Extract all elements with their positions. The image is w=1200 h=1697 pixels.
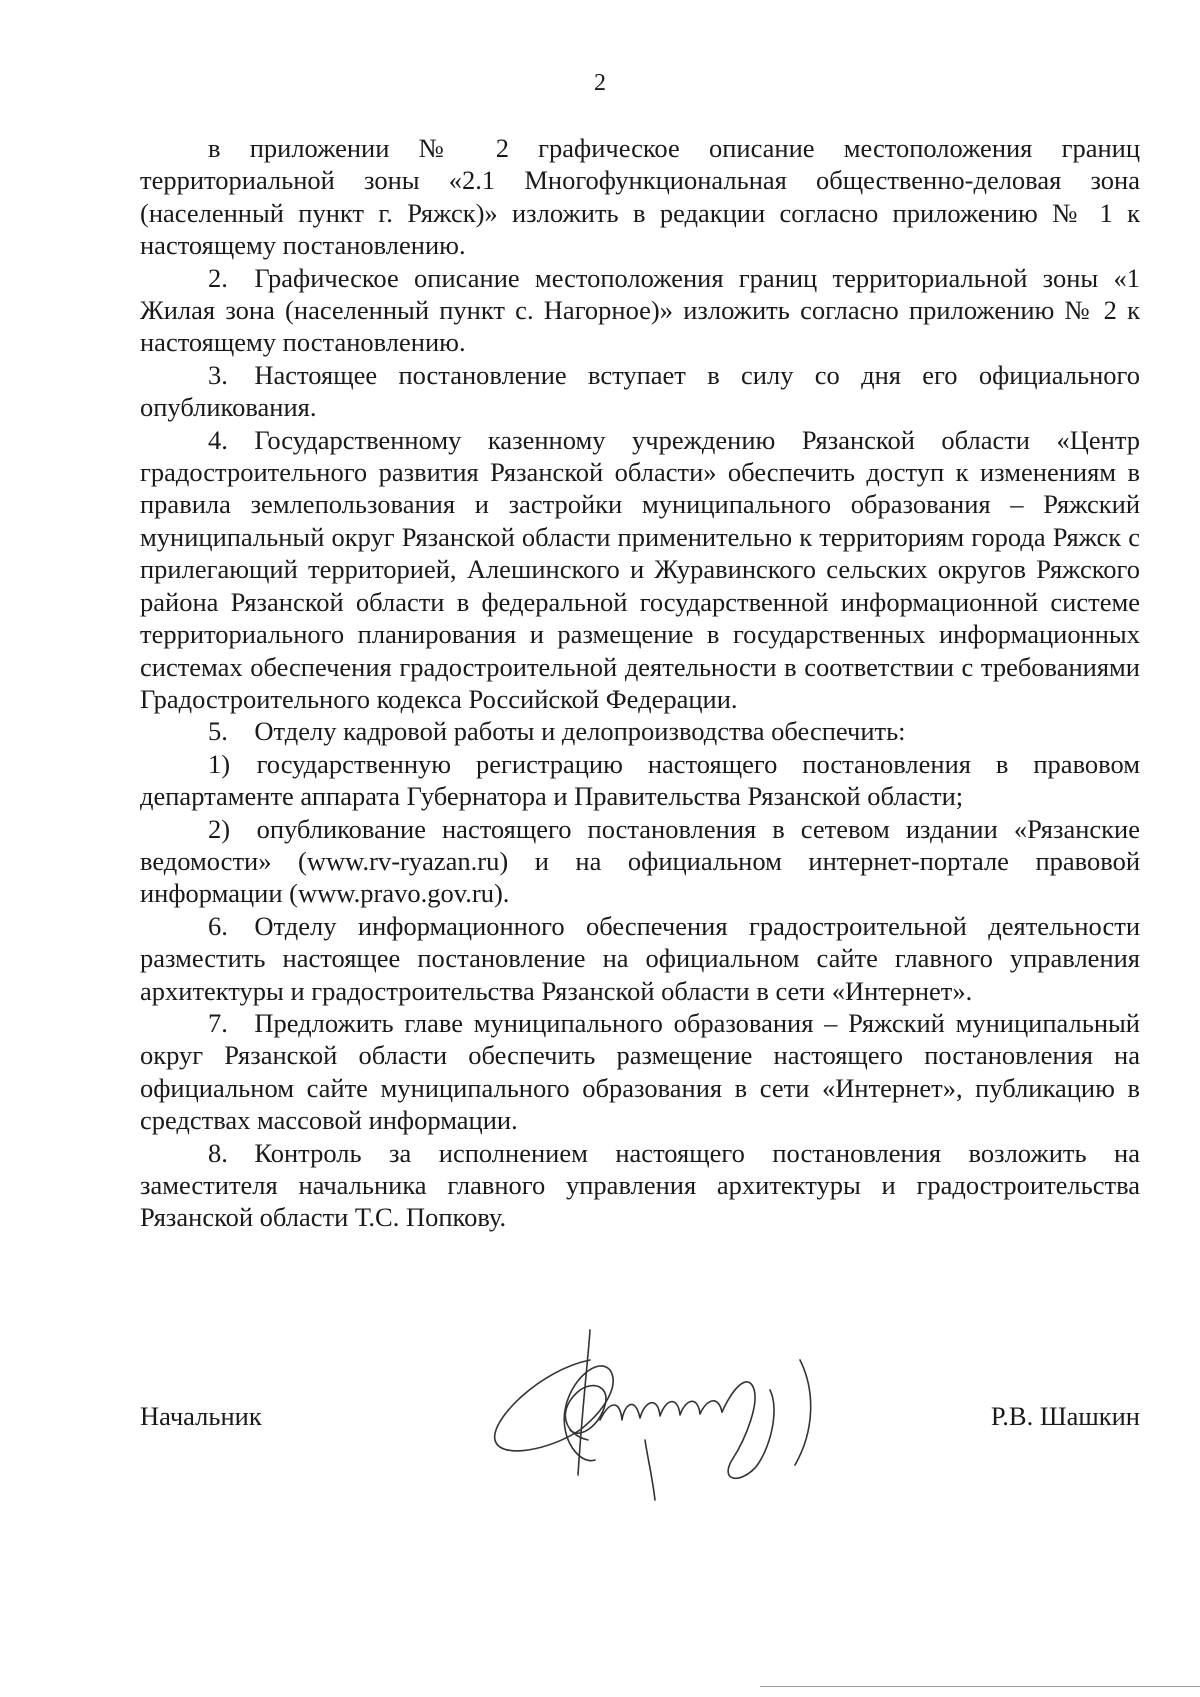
document-body <box>140 132 1140 1234</box>
paragraph-item-4: 4. Государственному казенному учреждению Рязанской области «Центр градостроительного развития Рязанской области» обеспечить доступ к изменениям в правила землепользования и застройки муниципального образования – Ряжский муниципальный округ Рязанской области применительно к территориям города Ряжск с прилегающий территорией, Алешинского и Журавинского сельских округов Ряжского района Рязанской области в федеральной государственной информационной системе территориального планирования и размещение в государственных информационных системах обеспечения градостроительной деятельности в соответствии с требованиями Градостроительного кодекса Российской Федерации. <box>140 424 1140 714</box>
paragraph-item-7: 7. Предложить главе муниципального образования – Ряжский муниципальный округ Рязанской области обеспечить размещение настоящего постановления на официальном сайте муниципального образования в сети «Интернет», публикацию в средствах массовой информации. <box>140 1007 1140 1136</box>
paragraph-item-2: 2. Графическое описание местоположения границ территориальной зоны «1 Жилая зона (населенный пункт с. Нагорное)» изложить согласно приложению № 2 к настоящему постановлению. <box>140 262 1140 358</box>
paragraph-appendix-2: в приложении № 2 графическое описание местоположения границ территориальной зоны «2.1 Многофункциональная общественно-деловая зона (населенный пункт г. Ряжск)» изложить в редакции согласно приложению № 1 к настоящему постановлению. <box>140 133 1140 261</box>
signatory-title: Начальник <box>140 1401 262 1431</box>
signature-block <box>140 1400 1140 1440</box>
paragraph-item-5: 5. Отделу кадровой работы и делопроизводства обеспечить: <box>208 716 906 747</box>
paragraph-item-8: 8. Контроль за исполнением настоящего постановления возложить на заместителя начальника главного управления архитектуры и градостроительства Рязанской области Т.С. Попкову. <box>140 1137 1140 1233</box>
paragraph-item-6: 6. Отделу информационного обеспечения градостроительной деятельности разместить настоящее постановление на официальном сайте главного управления архитектуры и градостроительства Рязанской области в сети «Интернет». <box>140 910 1140 1006</box>
paragraph-item-3: 3. Настоящее постановление вступает в силу со дня его официального опубликования. <box>140 359 1140 423</box>
paragraph-item-5-1: 1) государственную регистрацию настоящего постановления в правовом департаменте аппарата Губернатора и Правительства Рязанской области; <box>140 748 1140 812</box>
page-number: 2 <box>594 70 606 96</box>
bottom-divider <box>760 1686 1200 1687</box>
signatory-name: Р.В. Шашкин <box>990 1401 1140 1431</box>
paragraph-item-5-2: 2) опубликование настоящего постановления в сетевом издании «Рязанские ведомости» (www.rv-ryazan.ru) и на официальном интернет-портале правовой информации (www.pravo.gov.ru). <box>140 813 1140 909</box>
